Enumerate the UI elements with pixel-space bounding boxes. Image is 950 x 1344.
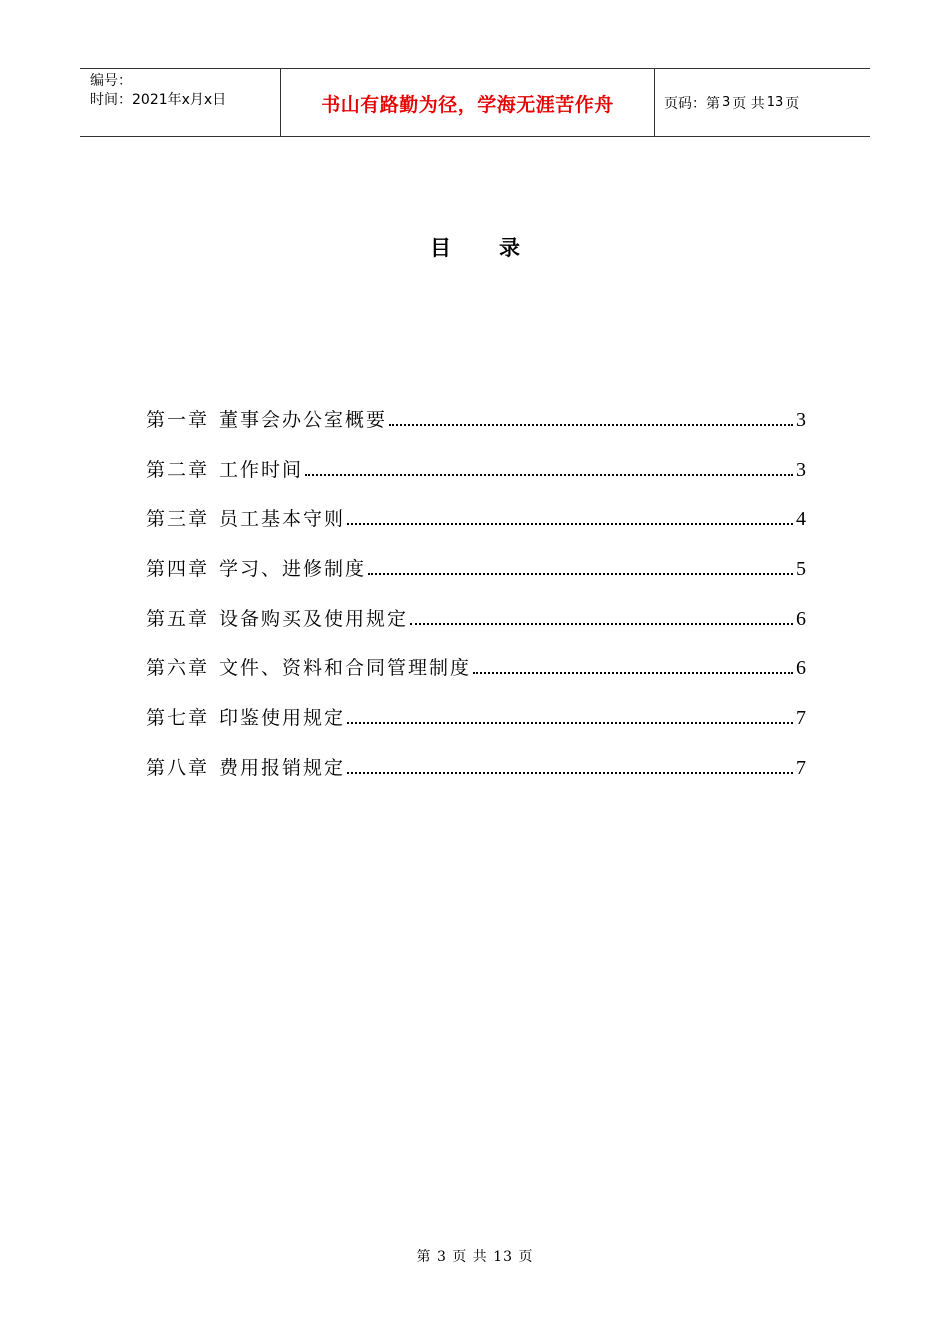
toc-entry[interactable] (146, 703, 806, 753)
toc-entry-title: 文件、资料和合同管理制度 (219, 657, 472, 680)
toc-page-number: 3 (796, 409, 806, 431)
toc-page-number: 4 (796, 508, 806, 531)
page-total: 13 (766, 95, 784, 110)
toc-entry[interactable] (146, 504, 806, 554)
toc-leader-dots (368, 572, 793, 575)
page-suffix: 页 (785, 95, 800, 112)
toc-page-number: 7 (796, 756, 806, 779)
toc-entry-title: 费用报销规定 (219, 756, 346, 779)
toc-leader-dots (473, 671, 793, 674)
toc-chapter-label: 第一章 (146, 409, 210, 431)
toc-chapter-label: 第七章 (146, 707, 210, 730)
toc-leader-dots (410, 622, 793, 625)
header-page-info (655, 69, 870, 136)
toc-chapter-label: 第三章 (146, 508, 210, 531)
toc-entry-title: 设备购买及使用规定 (219, 607, 409, 630)
toc-leader-dots (347, 721, 793, 724)
toc-entry-title: 印鉴使用规定 (219, 707, 346, 730)
header-motto-cell (281, 69, 655, 136)
toc-page-number: 3 (796, 458, 806, 481)
toc-entry[interactable] (146, 455, 806, 505)
toc-title-char-1: 目 (430, 236, 451, 260)
page-prefix: 页码：第 (664, 95, 720, 112)
toc-entry-title: 学习、进修制度 (219, 558, 367, 581)
page-header (80, 68, 870, 137)
toc-page-number: 6 (796, 607, 806, 630)
toc-entry[interactable] (146, 653, 806, 703)
toc-page-number: 6 (796, 657, 806, 680)
toc-entry[interactable] (146, 405, 806, 455)
toc-leader-dots (347, 771, 793, 774)
toc-entry[interactable] (146, 753, 806, 803)
toc-entry-title: 董事会办公室概要 (219, 409, 388, 431)
toc-entry-title: 工作时间 (219, 458, 304, 481)
toc-entry-title: 员工基本守则 (219, 508, 346, 531)
header-motto: 书山有路勤为径，学海无涯苦作舟 (321, 94, 614, 116)
toc-chapter-label: 第八章 (146, 756, 210, 779)
toc-chapter-label: 第六章 (146, 657, 210, 680)
toc-title (0, 232, 950, 262)
toc-chapter-label: 第二章 (146, 458, 210, 481)
page-footer: 第 3 页 共 13 页 (416, 1249, 534, 1265)
page-mid: 页 共 (732, 95, 765, 112)
toc-leader-dots (305, 473, 793, 476)
toc-leader-dots (389, 423, 793, 426)
toc-entry[interactable] (146, 554, 806, 604)
toc-title-char-2: 录 (499, 236, 520, 260)
toc-page-number: 7 (796, 707, 806, 730)
document-number-label: 编号： (90, 73, 132, 89)
toc-entry[interactable] (146, 604, 806, 654)
toc-chapter-label: 第四章 (146, 558, 210, 581)
header-meta (80, 69, 281, 136)
document-time-label: 时间：2021年x月x日 (90, 92, 227, 108)
toc-leader-dots (347, 522, 793, 525)
toc-chapter-label: 第五章 (146, 607, 210, 630)
toc-page-number: 5 (796, 558, 806, 581)
page-current: 3 (722, 95, 731, 110)
table-of-contents (146, 405, 806, 803)
